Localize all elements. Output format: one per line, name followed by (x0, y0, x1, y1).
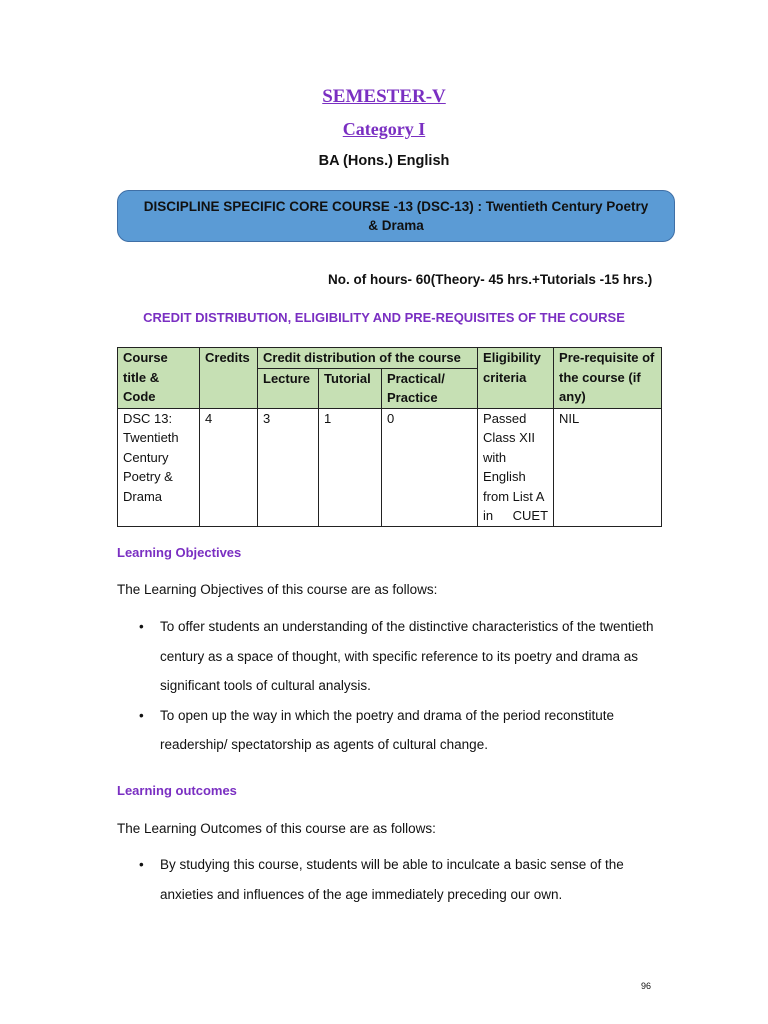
list-item-text: By studying this course, students will be able to inculcate a basic sense of the anxieties and influences of the age immediately preceding our own. (160, 857, 624, 902)
learning-outcomes-list (117, 850, 657, 909)
cell-lecture: 3 (258, 408, 319, 526)
program-title: BA (Hons.) English (318, 153, 450, 169)
cell-tutorial: 1 (319, 408, 382, 526)
list-item-text: To offer students an understanding of the distinctive characteristics of the twentieth century as a space of thought, with specific reference to its poetry and drama as significant tools of cultural analysis. (160, 619, 654, 693)
header-credit-distribution: Credit distribution of the course (258, 348, 478, 369)
header-course-title: Course title & Code (118, 348, 200, 409)
bullet-icon: • (139, 619, 144, 634)
course-title-box (117, 190, 675, 242)
course-title: DISCIPLINE SPECIFIC CORE COURSE -13 (DSC-13) : Twentieth Century Poetry & Drama (143, 199, 649, 233)
header-eligibility: Eligibility criteria (478, 348, 554, 409)
bullet-icon: • (139, 857, 144, 872)
learning-objectives-list (117, 612, 657, 760)
credit-distribution-heading: CREDIT DISTRIBUTION, ELIGIBILITY AND PRE-REQUISITES OF THE COURSE (143, 310, 625, 325)
list-item (117, 612, 657, 701)
hours-line: No. of hours- 60(Theory- 45 hrs.+Tutorials -15 hrs.) (328, 272, 653, 287)
page-number: 96 (641, 981, 652, 991)
list-item (117, 701, 657, 760)
bullet-icon: • (139, 707, 144, 723)
list-item-text: To open up the way in which the poetry and drama of the period reconstitute readership/ spectatorship as agents of cultural change. (160, 707, 615, 752)
cell-eligibility: Passed Class XII with English from List A in CUET (478, 408, 554, 526)
list-item (117, 850, 657, 909)
credit-distribution-table (117, 347, 662, 527)
header-tutorial: Tutorial (319, 368, 382, 408)
cell-practical: 0 (382, 408, 478, 526)
header-lecture: Lecture (258, 368, 319, 408)
header-prerequisite: Pre-requisite of the course (if any) (554, 348, 662, 409)
cell-prerequisite: NIL (554, 408, 662, 526)
cell-course-title: DSC 13: Twentieth Century Poetry & Drama (118, 408, 200, 526)
table-row (118, 408, 662, 526)
category-heading: Category I (342, 119, 426, 139)
learning-objectives-heading: Learning Objectives (117, 545, 242, 560)
learning-outcomes-intro: The Learning Outcomes of this course are as follows: (117, 821, 436, 836)
header-practical: Practical/ Practice (382, 368, 478, 408)
cell-credits: 4 (200, 408, 258, 526)
header-credits: Credits (200, 348, 258, 409)
semester-heading: SEMESTER-V (322, 86, 446, 107)
table-header-row (118, 348, 662, 369)
learning-objectives-intro: The Learning Objectives of this course are as follows: (117, 582, 438, 597)
learning-outcomes-heading: Learning outcomes (117, 783, 237, 798)
